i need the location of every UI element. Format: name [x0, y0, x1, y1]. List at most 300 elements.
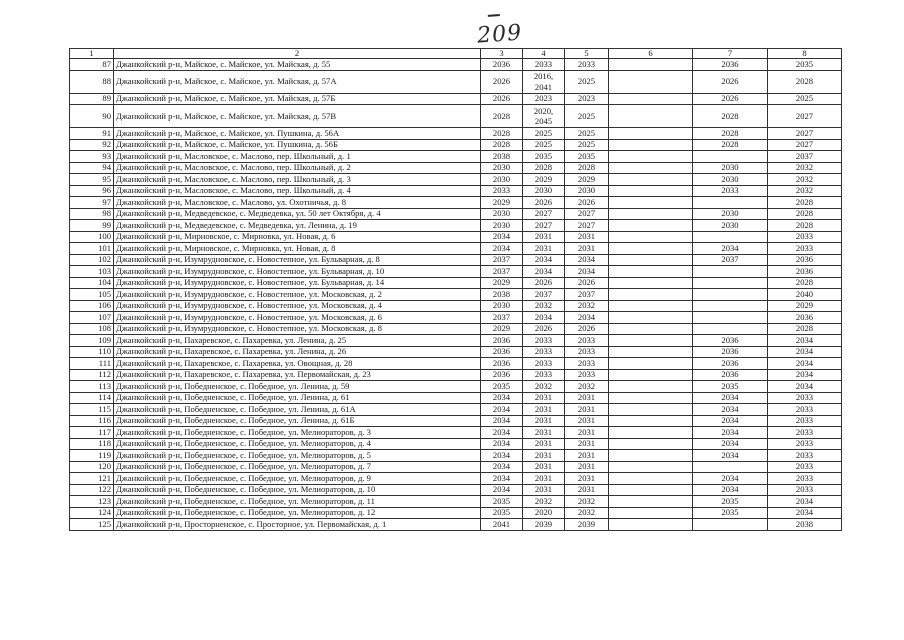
year-col-4: 2039 — [523, 519, 565, 531]
year-col-8: 2035 — [768, 59, 842, 71]
year-col-3: 2034 — [481, 473, 523, 485]
address-cell: Джанкойский р-н, Победненское, с. Победное, ул. Мелиораторов, д. 11 — [114, 496, 481, 508]
year-col-6 — [609, 208, 693, 220]
row-number: 101 — [70, 243, 114, 255]
year-col-8: 2036 — [768, 312, 842, 324]
row-number: 102 — [70, 254, 114, 266]
year-col-4: 2031 — [523, 450, 565, 462]
year-col-6 — [609, 174, 693, 186]
year-col-6 — [609, 335, 693, 347]
year-col-3: 2034 — [481, 415, 523, 427]
table-row — [70, 174, 842, 186]
year-col-5: 2034 — [565, 312, 609, 324]
year-col-3: 2034 — [481, 404, 523, 416]
year-col-3: 2037 — [481, 312, 523, 324]
year-col-6 — [609, 197, 693, 209]
table-row — [70, 381, 842, 393]
row-number: 97 — [70, 197, 114, 209]
year-col-4: 2029 — [523, 174, 565, 186]
address-cell: Джанкойский р-н, Майское, с. Майское, ул. Майская, д. 57Б — [114, 93, 481, 105]
year-col-7: 2035 — [693, 381, 768, 393]
year-col-3: 2034 — [481, 392, 523, 404]
year-col-6 — [609, 438, 693, 450]
year-col-8: 2034 — [768, 335, 842, 347]
year-col-4: 2034 — [523, 266, 565, 278]
year-col-5: 2039 — [565, 519, 609, 531]
year-col-4: 2026 — [523, 277, 565, 289]
year-col-3: 2028 — [481, 105, 523, 128]
year-col-5: 2031 — [565, 473, 609, 485]
year-col-7: 2036 — [693, 358, 768, 370]
year-col-8: 2034 — [768, 358, 842, 370]
year-col-3: 2035 — [481, 381, 523, 393]
year-col-7: 2026 — [693, 70, 768, 93]
address-cell: Джанкойский р-н, Пахаревское, с. Пахаревка, ул. Первомайская, д. 23 — [114, 369, 481, 381]
year-col-4: 2034 — [523, 254, 565, 266]
year-col-8: 2029 — [768, 300, 842, 312]
year-col-3: 2036 — [481, 59, 523, 71]
address-cell: Джанкойский р-н, Победненское, с. Победное, ул. Мелиораторов, д. 3 — [114, 427, 481, 439]
year-col-3: 2036 — [481, 335, 523, 347]
year-col-5: 2025 — [565, 128, 609, 140]
column-header: 1 — [70, 49, 114, 59]
year-col-6 — [609, 105, 693, 128]
year-col-6 — [609, 392, 693, 404]
address-cell: Джанкойский р-н, Победненское, с. Победное, ул. Мелиораторов, д. 10 — [114, 484, 481, 496]
year-col-7 — [693, 266, 768, 278]
table-row — [70, 438, 842, 450]
year-col-6 — [609, 70, 693, 93]
year-col-6 — [609, 369, 693, 381]
year-col-8: 2033 — [768, 231, 842, 243]
year-col-4: 2031 — [523, 473, 565, 485]
year-col-6 — [609, 415, 693, 427]
year-col-8: 2027 — [768, 139, 842, 151]
table-row — [70, 197, 842, 209]
year-col-4: 2031 — [523, 461, 565, 473]
year-col-4: 2031 — [523, 484, 565, 496]
year-col-6 — [609, 289, 693, 301]
row-number: 109 — [70, 335, 114, 347]
year-col-4: 2034 — [523, 312, 565, 324]
column-header: 7 — [693, 49, 768, 59]
row-number: 112 — [70, 369, 114, 381]
year-col-4: 2026 — [523, 323, 565, 335]
year-col-4: 2033 — [523, 59, 565, 71]
year-col-3: 2028 — [481, 128, 523, 140]
year-col-5: 2031 — [565, 392, 609, 404]
year-col-8: 2033 — [768, 450, 842, 462]
year-col-3: 2030 — [481, 300, 523, 312]
address-cell: Джанкойский р-н, Масловское, с. Маслово, пер. Школьный, д. 2 — [114, 162, 481, 174]
year-col-7: 2033 — [693, 185, 768, 197]
year-col-3: 2034 — [481, 450, 523, 462]
row-number: 91 — [70, 128, 114, 140]
row-number: 113 — [70, 381, 114, 393]
row-number: 118 — [70, 438, 114, 450]
year-col-5: 2032 — [565, 507, 609, 519]
year-col-8: 2028 — [768, 70, 842, 93]
table-row — [70, 277, 842, 289]
year-col-3: 2036 — [481, 369, 523, 381]
address-cell: Джанкойский р-н, Майское, с. Майское, ул. Майская, д. 57А — [114, 70, 481, 93]
year-col-3: 2026 — [481, 70, 523, 93]
year-col-7 — [693, 289, 768, 301]
year-col-8: 2032 — [768, 174, 842, 186]
year-col-4: 2035 — [523, 151, 565, 163]
year-col-7: 2030 — [693, 162, 768, 174]
year-col-4: 2023 — [523, 93, 565, 105]
year-col-8: 2028 — [768, 277, 842, 289]
address-cell: Джанкойский р-н, Победненское, с. Победное, ул. Ленина, д. 61Б — [114, 415, 481, 427]
table-row — [70, 519, 842, 531]
year-col-4: 2016, 2041 — [523, 70, 565, 93]
year-col-4: 2037 — [523, 289, 565, 301]
year-col-4: 2020 — [523, 507, 565, 519]
row-number: 103 — [70, 266, 114, 278]
address-cell: Джанкойский р-н, Победненское, с. Победное, ул. Мелиораторов, д. 7 — [114, 461, 481, 473]
year-col-7 — [693, 277, 768, 289]
year-col-4: 2033 — [523, 335, 565, 347]
row-number: 107 — [70, 312, 114, 324]
year-col-7: 2036 — [693, 346, 768, 358]
year-col-7 — [693, 197, 768, 209]
year-col-3: 2029 — [481, 197, 523, 209]
row-number: 99 — [70, 220, 114, 232]
year-col-6 — [609, 323, 693, 335]
address-cell: Джанкойский р-н, Изумрудновское, с. Новостепное, ул. Бульварная, д. 14 — [114, 277, 481, 289]
year-col-5: 2032 — [565, 300, 609, 312]
year-col-7: 2034 — [693, 404, 768, 416]
year-col-5: 2025 — [565, 70, 609, 93]
year-col-4: 2031 — [523, 415, 565, 427]
page-number-dash — [488, 14, 500, 16]
row-number: 124 — [70, 507, 114, 519]
year-col-8: 2033 — [768, 404, 842, 416]
year-col-6 — [609, 496, 693, 508]
row-number: 111 — [70, 358, 114, 370]
row-number: 106 — [70, 300, 114, 312]
year-col-5: 2026 — [565, 323, 609, 335]
year-col-7 — [693, 151, 768, 163]
row-number: 121 — [70, 473, 114, 485]
year-col-5: 2031 — [565, 404, 609, 416]
table-row — [70, 243, 842, 255]
year-col-5: 2031 — [565, 438, 609, 450]
year-col-7: 2030 — [693, 220, 768, 232]
year-col-4: 2027 — [523, 208, 565, 220]
address-cell: Джанкойский р-н, Победненское, с. Победное, ул. Ленина, д. 59 — [114, 381, 481, 393]
table-row — [70, 312, 842, 324]
year-col-6 — [609, 346, 693, 358]
address-cell: Джанкойский р-н, Мирновское, с. Мирновка, ул. Новая, д. 6 — [114, 231, 481, 243]
year-col-8: 2038 — [768, 519, 842, 531]
year-col-8: 2034 — [768, 369, 842, 381]
year-col-4: 2031 — [523, 243, 565, 255]
year-col-5: 2031 — [565, 231, 609, 243]
year-col-7: 2026 — [693, 93, 768, 105]
row-number: 87 — [70, 59, 114, 71]
year-col-7: 2036 — [693, 369, 768, 381]
table-body — [70, 59, 842, 531]
address-cell: Джанкойский р-н, Изумрудновское, с. Новостепное, ул. Бульварная, д. 10 — [114, 266, 481, 278]
year-col-5: 2025 — [565, 105, 609, 128]
column-header: 6 — [609, 49, 693, 59]
address-cell: Джанкойский р-н, Просторненское, с. Просторное, ул. Первомайская, д. 1 — [114, 519, 481, 531]
year-col-3: 2030 — [481, 162, 523, 174]
address-cell: Джанкойский р-н, Масловское, с. Маслово, пер. Школьный, д. 4 — [114, 185, 481, 197]
table-row — [70, 323, 842, 335]
row-number: 93 — [70, 151, 114, 163]
address-cell: Джанкойский р-н, Майское, с. Майское, ул. Пушкина, д. 56Б — [114, 139, 481, 151]
table-row — [70, 427, 842, 439]
column-header: 5 — [565, 49, 609, 59]
year-col-7 — [693, 312, 768, 324]
address-cell: Джанкойский р-н, Майское, с. Майское, ул. Майская, д. 55 — [114, 59, 481, 71]
page-number-text: 209 — [476, 20, 523, 49]
year-col-6 — [609, 507, 693, 519]
year-col-7 — [693, 231, 768, 243]
year-col-6 — [609, 381, 693, 393]
row-number: 119 — [70, 450, 114, 462]
row-number: 123 — [70, 496, 114, 508]
year-col-8: 2033 — [768, 427, 842, 439]
year-col-4: 2031 — [523, 438, 565, 450]
year-col-7: 2030 — [693, 174, 768, 186]
year-col-5: 2028 — [565, 162, 609, 174]
year-col-5: 2027 — [565, 208, 609, 220]
row-number: 116 — [70, 415, 114, 427]
year-col-3: 2034 — [481, 427, 523, 439]
year-col-4: 2032 — [523, 300, 565, 312]
year-col-3: 2029 — [481, 323, 523, 335]
year-col-7: 2028 — [693, 128, 768, 140]
address-cell: Джанкойский р-н, Майское, с. Майское, ул. Майская, д. 57В — [114, 105, 481, 128]
year-col-5: 2032 — [565, 496, 609, 508]
year-col-4: 2033 — [523, 346, 565, 358]
year-col-8: 2034 — [768, 496, 842, 508]
year-col-3: 2030 — [481, 220, 523, 232]
year-col-5: 2033 — [565, 358, 609, 370]
address-cell: Джанкойский р-н, Победненское, с. Победное, ул. Ленина, д. 61А — [114, 404, 481, 416]
year-col-7: 2034 — [693, 473, 768, 485]
year-col-6 — [609, 312, 693, 324]
year-col-3: 2034 — [481, 243, 523, 255]
address-cell: Джанкойский р-н, Медведевское, с. Медведевка, ул. 50 лет Октября, д. 4 — [114, 208, 481, 220]
row-number: 89 — [70, 93, 114, 105]
year-col-3: 2037 — [481, 266, 523, 278]
row-number: 110 — [70, 346, 114, 358]
year-col-8: 2033 — [768, 438, 842, 450]
year-col-7: 2034 — [693, 392, 768, 404]
year-col-7: 2034 — [693, 415, 768, 427]
table-row — [70, 450, 842, 462]
table-row — [70, 151, 842, 163]
year-col-4: 2028 — [523, 162, 565, 174]
year-col-3: 2034 — [481, 231, 523, 243]
year-col-5: 2027 — [565, 220, 609, 232]
table-row — [70, 415, 842, 427]
table-row — [70, 289, 842, 301]
year-col-5: 2033 — [565, 369, 609, 381]
year-col-5: 2037 — [565, 289, 609, 301]
year-col-4: 2031 — [523, 404, 565, 416]
year-col-3: 2041 — [481, 519, 523, 531]
year-col-3: 2030 — [481, 174, 523, 186]
address-cell: Джанкойский р-н, Масловское, с. Маслово, ул. Охотничья, д. 8 — [114, 197, 481, 209]
year-col-7: 2034 — [693, 450, 768, 462]
year-col-7: 2036 — [693, 335, 768, 347]
year-col-8: 2027 — [768, 128, 842, 140]
table-row — [70, 300, 842, 312]
year-col-8: 2036 — [768, 266, 842, 278]
year-col-7: 2034 — [693, 438, 768, 450]
year-col-7: 2034 — [693, 484, 768, 496]
year-col-3: 2033 — [481, 185, 523, 197]
year-col-3: 2028 — [481, 139, 523, 151]
table-row — [70, 162, 842, 174]
year-col-5: 2033 — [565, 346, 609, 358]
year-col-5: 2031 — [565, 415, 609, 427]
year-col-5: 2030 — [565, 185, 609, 197]
year-col-6 — [609, 93, 693, 105]
year-col-3: 2037 — [481, 254, 523, 266]
address-cell: Джанкойский р-н, Победненское, с. Победное, ул. Мелиораторов, д. 4 — [114, 438, 481, 450]
table-row — [70, 231, 842, 243]
year-col-6 — [609, 266, 693, 278]
address-cell: Джанкойский р-н, Изумрудновское, с. Новостепное, ул. Бульварная, д. 8 — [114, 254, 481, 266]
year-col-8: 2028 — [768, 220, 842, 232]
year-col-5: 2023 — [565, 93, 609, 105]
year-col-5: 2031 — [565, 243, 609, 255]
row-number: 88 — [70, 70, 114, 93]
year-col-8: 2034 — [768, 346, 842, 358]
year-col-4: 2033 — [523, 369, 565, 381]
year-col-4: 2026 — [523, 197, 565, 209]
year-col-3: 2026 — [481, 93, 523, 105]
address-cell: Джанкойский р-н, Победненское, с. Победное, ул. Мелиораторов, д. 12 — [114, 507, 481, 519]
table-row — [70, 496, 842, 508]
year-col-6 — [609, 254, 693, 266]
table-row — [70, 358, 842, 370]
address-cell: Джанкойский р-н, Майское, с. Майское, ул. Пушкина, д. 56А — [114, 128, 481, 140]
table-row — [70, 208, 842, 220]
year-col-4: 2030 — [523, 185, 565, 197]
address-cell: Джанкойский р-н, Медведевское, с. Медведевка, ул. Ленина, д. 19 — [114, 220, 481, 232]
row-number: 105 — [70, 289, 114, 301]
year-col-6 — [609, 461, 693, 473]
year-col-8: 2032 — [768, 185, 842, 197]
year-col-8: 2034 — [768, 381, 842, 393]
year-col-8: 2028 — [768, 208, 842, 220]
year-col-6 — [609, 473, 693, 485]
address-cell: Джанкойский р-н, Изумрудновское, с. Новостепное, ул. Московская, д. 8 — [114, 323, 481, 335]
year-col-3: 2038 — [481, 289, 523, 301]
year-col-5: 2029 — [565, 174, 609, 186]
column-header: 3 — [481, 49, 523, 59]
year-col-6 — [609, 220, 693, 232]
year-col-3: 2034 — [481, 484, 523, 496]
year-col-8: 2033 — [768, 243, 842, 255]
row-number: 120 — [70, 461, 114, 473]
address-cell: Джанкойский р-н, Победненское, с. Победное, ул. Мелиораторов, д. 5 — [114, 450, 481, 462]
year-col-8: 2033 — [768, 392, 842, 404]
row-number: 125 — [70, 519, 114, 531]
row-number: 94 — [70, 162, 114, 174]
year-col-4: 2031 — [523, 392, 565, 404]
table-row — [70, 484, 842, 496]
year-col-8: 2037 — [768, 151, 842, 163]
year-col-7 — [693, 461, 768, 473]
year-col-8: 2033 — [768, 461, 842, 473]
table-row — [70, 105, 842, 128]
year-col-7: 2034 — [693, 243, 768, 255]
year-col-8: 2032 — [768, 162, 842, 174]
year-col-6 — [609, 243, 693, 255]
year-col-4: 2031 — [523, 231, 565, 243]
table-row — [70, 128, 842, 140]
year-col-5: 2035 — [565, 151, 609, 163]
year-col-7 — [693, 300, 768, 312]
table-row — [70, 335, 842, 347]
year-col-4: 2031 — [523, 427, 565, 439]
year-col-6 — [609, 519, 693, 531]
year-col-5: 2031 — [565, 427, 609, 439]
year-col-4: 2032 — [523, 381, 565, 393]
row-number: 104 — [70, 277, 114, 289]
address-cell: Джанкойский р-н, Изумрудновское, с. Новостепное, ул. Московская, д. 4 — [114, 300, 481, 312]
row-number: 122 — [70, 484, 114, 496]
year-col-3: 2035 — [481, 507, 523, 519]
year-col-6 — [609, 162, 693, 174]
year-col-6 — [609, 59, 693, 71]
housing-repair-schedule-table — [69, 48, 842, 531]
address-cell: Джанкойский р-н, Пахаревское, с. Пахаревка, ул. Ленина, д. 25 — [114, 335, 481, 347]
address-cell: Джанкойский р-н, Пахаревское, с. Пахаревка, ул. Ленина, д. 26 — [114, 346, 481, 358]
year-col-8: 2040 — [768, 289, 842, 301]
year-col-7 — [693, 519, 768, 531]
year-col-8: 2034 — [768, 507, 842, 519]
year-col-5: 2033 — [565, 59, 609, 71]
row-number: 100 — [70, 231, 114, 243]
table-row — [70, 185, 842, 197]
year-col-3: 2029 — [481, 277, 523, 289]
year-col-5: 2032 — [565, 381, 609, 393]
year-col-8: 2028 — [768, 197, 842, 209]
year-col-8: 2036 — [768, 254, 842, 266]
row-number: 92 — [70, 139, 114, 151]
year-col-7: 2034 — [693, 427, 768, 439]
year-col-4: 2033 — [523, 358, 565, 370]
table-row — [70, 70, 842, 93]
address-cell: Джанкойский р-н, Масловское, с. Маслово, пер. Школьный, д. 3 — [114, 174, 481, 186]
year-col-6 — [609, 427, 693, 439]
year-col-3: 2036 — [481, 358, 523, 370]
row-number: 115 — [70, 404, 114, 416]
table-row — [70, 404, 842, 416]
table-row — [70, 461, 842, 473]
year-col-6 — [609, 128, 693, 140]
year-col-4: 2027 — [523, 220, 565, 232]
table-row — [70, 392, 842, 404]
year-col-7: 2037 — [693, 254, 768, 266]
table-row — [70, 507, 842, 519]
address-cell: Джанкойский р-н, Мирновское, с. Мирновка, ул. Новая, д. 8 — [114, 243, 481, 255]
year-col-3: 2038 — [481, 151, 523, 163]
year-col-6 — [609, 404, 693, 416]
year-col-7: 2035 — [693, 507, 768, 519]
row-number: 96 — [70, 185, 114, 197]
